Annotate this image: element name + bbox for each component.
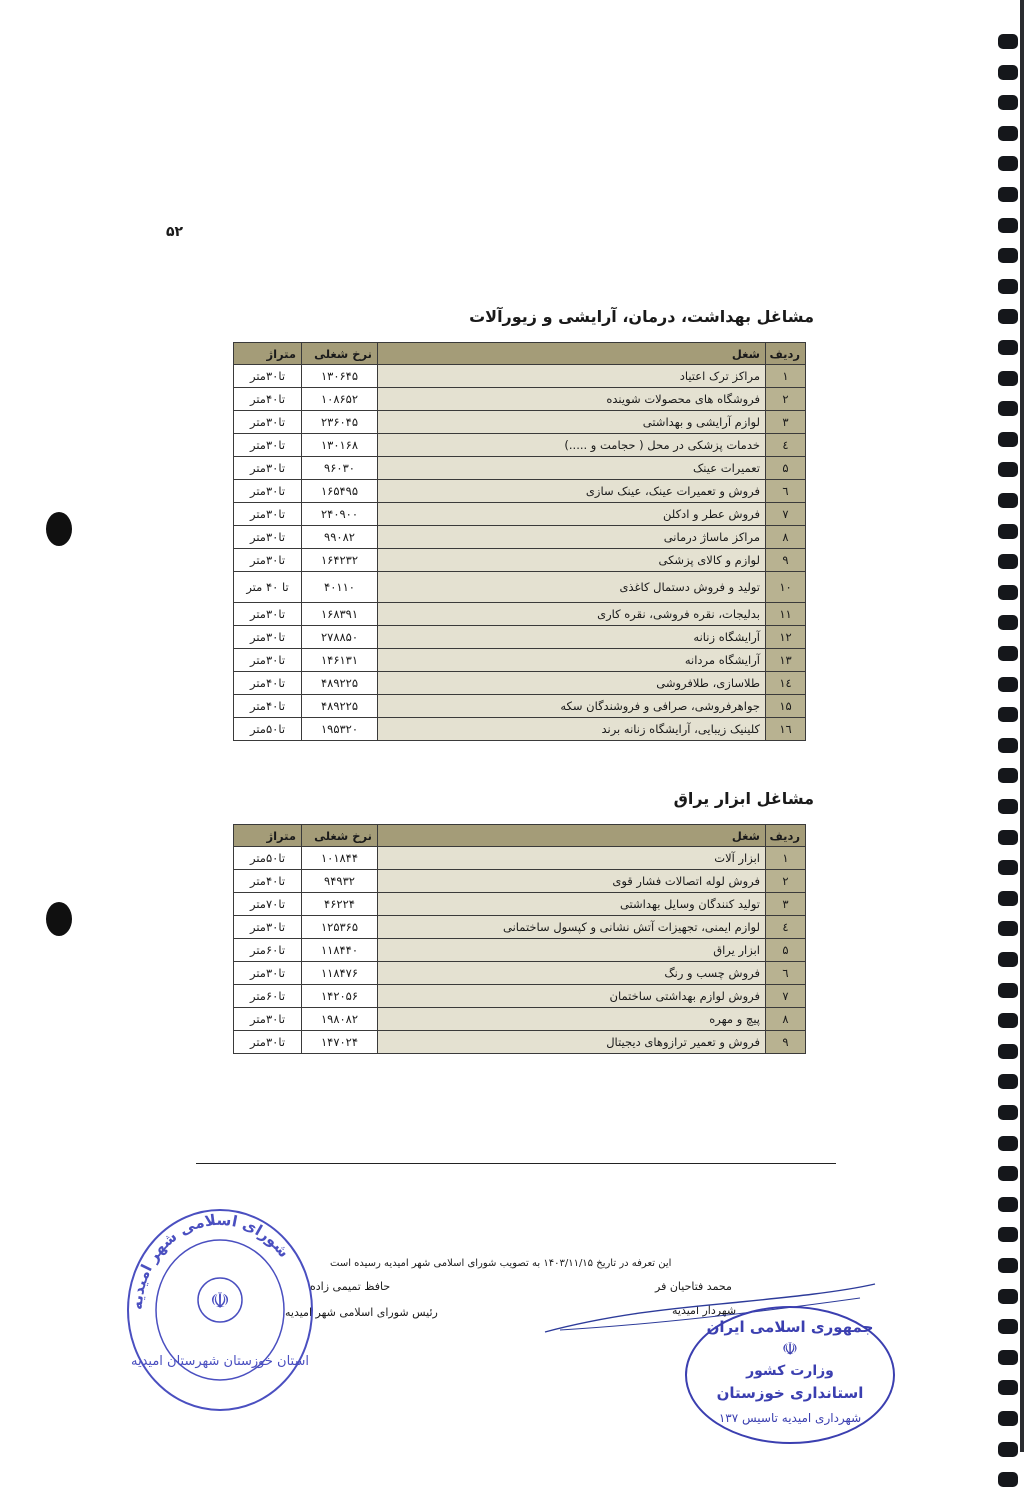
table-row	[234, 549, 806, 572]
row-area: تا۳۰متر	[234, 411, 302, 434]
binding-hole	[998, 646, 1018, 661]
table-row	[234, 365, 806, 388]
row-rate: ۱۴۷۰۲۴	[302, 1031, 378, 1054]
row-area: تا۴۰متر	[234, 695, 302, 718]
row-rate: ۱۶۵۴۹۵	[302, 480, 378, 503]
binding-hole	[998, 95, 1018, 110]
table-row	[234, 457, 806, 480]
binding-hole	[998, 1472, 1018, 1487]
row-rate: ۴۸۹۲۲۵	[302, 672, 378, 695]
council-head-name: حافظ تمیمی زاده	[310, 1280, 391, 1293]
section-title-health: مشاغل بهداشت، درمان، آرایشی و زیورآلات	[469, 307, 814, 326]
table-row	[234, 847, 806, 870]
row-index: ٦	[766, 480, 806, 503]
table-header-row	[234, 343, 806, 365]
table-row	[234, 503, 806, 526]
header-index: ردیف	[766, 343, 806, 365]
row-job: فروش لوازم بهداشتی ساختمان	[378, 985, 766, 1008]
header-rate: نرخ شغلی	[302, 825, 378, 847]
table-row	[234, 1008, 806, 1031]
punch-hole	[46, 902, 72, 936]
row-job: آرایشگاه زنانه	[378, 626, 766, 649]
table-row	[234, 870, 806, 893]
binding-hole	[998, 1044, 1018, 1059]
binding-hole	[998, 1350, 1018, 1365]
row-area: تا۳۰متر	[234, 603, 302, 626]
row-index: ۵	[766, 457, 806, 480]
binding-hole	[998, 1258, 1018, 1273]
row-index: ۱	[766, 365, 806, 388]
binding-hole	[998, 279, 1018, 294]
binding-hole	[998, 126, 1018, 141]
table-row	[234, 526, 806, 549]
row-rate: ۹۶۰۳۰	[302, 457, 378, 480]
row-job: لوازم آرایشی و بهداشتی	[378, 411, 766, 434]
row-rate: ۴۶۲۲۴	[302, 893, 378, 916]
table-row	[234, 480, 806, 503]
row-index: ۵	[766, 939, 806, 962]
binding-hole	[998, 585, 1018, 600]
table-row	[234, 649, 806, 672]
table-row	[234, 626, 806, 649]
binding-hole	[998, 1319, 1018, 1334]
table-header-row	[234, 825, 806, 847]
row-area: تا۳۰متر	[234, 549, 302, 572]
spiral-binding	[996, 0, 1018, 1452]
row-rate: ۱۹۵۳۲۰	[302, 718, 378, 741]
municipality-stamp	[680, 1300, 900, 1450]
table-row	[234, 939, 806, 962]
row-rate: ۴۰۱۱۰	[302, 572, 378, 603]
header-job: شغل	[378, 825, 766, 847]
row-job: آرایشگاه مردانه	[378, 649, 766, 672]
binding-hole	[998, 156, 1018, 171]
binding-hole	[998, 891, 1018, 906]
council-stamp-text: شورای اسلامی شهر امیدیه	[127, 1210, 294, 1311]
section-title-tools: مشاغل ابزار یراق	[673, 789, 814, 808]
row-job: تولید کنندگان وسایل بهداشتی	[378, 893, 766, 916]
binding-hole	[998, 738, 1018, 753]
table-row	[234, 962, 806, 985]
binding-hole	[998, 1197, 1018, 1212]
row-area: تا۴۰متر	[234, 672, 302, 695]
row-rate: ۲۳۶۰۴۵	[302, 411, 378, 434]
binding-hole	[998, 1136, 1018, 1151]
row-rate: ۲۷۸۸۵۰	[302, 626, 378, 649]
binding-hole	[998, 524, 1018, 539]
mayor-title: شهردار امیدیه	[672, 1304, 737, 1317]
row-job: بدلیجات، نقره فروشی، نقره کاری	[378, 603, 766, 626]
binding-hole	[998, 768, 1018, 783]
binding-hole	[998, 554, 1018, 569]
binding-hole	[998, 401, 1018, 416]
row-area: تا۶۰متر	[234, 985, 302, 1008]
binding-hole	[998, 1442, 1018, 1457]
binding-hole	[998, 1166, 1018, 1181]
binding-hole	[998, 1227, 1018, 1242]
row-area: تا۵۰متر	[234, 718, 302, 741]
row-index: ۱۰	[766, 572, 806, 603]
footer-divider	[196, 1163, 836, 1164]
stamp-municipality: شهرداری امیدیه تاسیس ۱۳۷	[718, 1411, 862, 1425]
row-rate: ۱۳۰۱۶۸	[302, 434, 378, 457]
page-number: ۵۲	[166, 224, 184, 240]
row-area: تا۳۰متر	[234, 962, 302, 985]
row-job: فروش و تعمیرات عینک، عینک سازی	[378, 480, 766, 503]
row-area: تا۳۰متر	[234, 457, 302, 480]
binding-hole	[998, 830, 1018, 845]
row-index: ۸	[766, 1008, 806, 1031]
binding-edge	[1020, 0, 1024, 1452]
row-index: ۹	[766, 549, 806, 572]
binding-hole	[998, 860, 1018, 875]
row-area: تا۳۰متر	[234, 434, 302, 457]
row-rate: ۱۴۲۰۵۶	[302, 985, 378, 1008]
row-index: ۳	[766, 893, 806, 916]
stamp-republic: جمهوری اسلامی ایران	[706, 1318, 874, 1336]
binding-hole	[998, 187, 1018, 202]
binding-hole	[998, 615, 1018, 630]
binding-hole	[998, 1105, 1018, 1120]
table-row	[234, 893, 806, 916]
binding-hole	[998, 34, 1018, 49]
row-index: ۱۲	[766, 626, 806, 649]
row-job: فروش لوله اتصالات فشار قوی	[378, 870, 766, 893]
binding-hole	[998, 707, 1018, 722]
row-rate: ۹۴۹۳۲	[302, 870, 378, 893]
binding-hole	[998, 493, 1018, 508]
table-row	[234, 695, 806, 718]
row-job: لوازم و کالای پزشکی	[378, 549, 766, 572]
row-job: ابزار یراق	[378, 939, 766, 962]
row-job: ابزار آلات	[378, 847, 766, 870]
row-rate: ۹۹۰۸۲	[302, 526, 378, 549]
binding-hole	[998, 921, 1018, 936]
row-rate: ۱۳۰۶۴۵	[302, 365, 378, 388]
approval-note: این تعرفه در تاریخ ۱۴۰۳/۱۱/۱۵ به تصویب شورای اسلامی شهر امیدیه رسیده است	[330, 1258, 672, 1269]
binding-hole	[998, 1289, 1018, 1304]
row-rate: ۱۰۱۸۴۴	[302, 847, 378, 870]
row-index: ٦	[766, 962, 806, 985]
binding-hole	[998, 65, 1018, 80]
row-area: تا۴۰متر	[234, 870, 302, 893]
row-job: تولید و فروش دستمال کاغذی	[378, 572, 766, 603]
mayor-name: محمد فتاحیان فر	[655, 1280, 732, 1293]
header-area: متراژ	[234, 825, 302, 847]
row-rate: ۱۱۸۴۷۶	[302, 962, 378, 985]
row-rate: ۱۰۸۶۵۲	[302, 388, 378, 411]
row-index: ۱	[766, 847, 806, 870]
row-area: تا۶۰متر	[234, 939, 302, 962]
row-index: ۷	[766, 985, 806, 1008]
row-rate: ۱۶۸۳۹۱	[302, 603, 378, 626]
row-rate: ۱۹۸۰۸۲	[302, 1008, 378, 1031]
row-job: مراکز ترک اعتیاد	[378, 365, 766, 388]
row-index: ۸	[766, 526, 806, 549]
table-row	[234, 1031, 806, 1054]
binding-hole	[998, 1074, 1018, 1089]
svg-text:☫: ☫	[210, 1289, 230, 1314]
binding-hole	[998, 371, 1018, 386]
binding-hole	[998, 462, 1018, 477]
row-index: ۱۳	[766, 649, 806, 672]
row-rate: ۴۸۹۲۲۵	[302, 695, 378, 718]
row-index: ۱٤	[766, 672, 806, 695]
stamp-ministry: وزارت کشور	[746, 1363, 834, 1379]
row-rate: ۱۲۵۳۶۵	[302, 916, 378, 939]
row-index: ۲	[766, 388, 806, 411]
row-index: ۹	[766, 1031, 806, 1054]
council-stamp-province: استان خوزستان شهرستان امیدیه	[131, 1354, 309, 1369]
punch-hole	[46, 512, 72, 546]
header-rate: نرخ شغلی	[302, 343, 378, 365]
binding-hole	[998, 952, 1018, 967]
binding-hole	[998, 983, 1018, 998]
table-row	[234, 603, 806, 626]
row-index: ۱۵	[766, 695, 806, 718]
council-head-title: رئیس شورای اسلامی شهر امیدیه	[285, 1306, 438, 1319]
row-area: تا۷۰متر	[234, 893, 302, 916]
binding-hole	[998, 309, 1018, 324]
row-area: تا۳۰متر	[234, 503, 302, 526]
table-row	[234, 411, 806, 434]
svg-text:☫: ☫	[781, 1339, 799, 1360]
row-index: ٤	[766, 434, 806, 457]
binding-hole	[998, 340, 1018, 355]
row-job: پیچ و مهره	[378, 1008, 766, 1031]
table-row	[234, 672, 806, 695]
table-row	[234, 434, 806, 457]
binding-hole	[998, 432, 1018, 447]
binding-hole	[998, 677, 1018, 692]
row-index: ۷	[766, 503, 806, 526]
council-stamp	[120, 1195, 320, 1425]
stamp-governorate: استانداری خوزستان	[716, 1384, 864, 1402]
table-health-beauty	[233, 342, 806, 741]
row-area: تا۳۰متر	[234, 1031, 302, 1054]
row-job: خدمات پزشکی در محل ( حجامت و .....)	[378, 434, 766, 457]
table-row	[234, 388, 806, 411]
row-index: ۲	[766, 870, 806, 893]
header-index: ردیف	[766, 825, 806, 847]
row-area: تا ۴۰ متر	[234, 572, 302, 603]
row-job: تعمیرات عینک	[378, 457, 766, 480]
row-area: تا۳۰متر	[234, 626, 302, 649]
table-row	[234, 916, 806, 939]
binding-hole	[998, 218, 1018, 233]
row-rate: ۱۱۸۴۴۰	[302, 939, 378, 962]
table-row	[234, 718, 806, 741]
row-area: تا۳۰متر	[234, 480, 302, 503]
row-job: لوازم ایمنی، تجهیزات آتش نشانی و کپسول ساختمانی	[378, 916, 766, 939]
row-job: فروش و تعمیر ترازوهای دیجیتال	[378, 1031, 766, 1054]
row-area: تا۳۰متر	[234, 649, 302, 672]
table-tools-hardware	[233, 824, 806, 1054]
row-area: تا۴۰متر	[234, 388, 302, 411]
binding-hole	[998, 248, 1018, 263]
row-job: جواهرفروشی، صرافی و فروشندگان سکه	[378, 695, 766, 718]
binding-hole	[998, 1411, 1018, 1426]
row-job: فروشگاه های محصولات شوینده	[378, 388, 766, 411]
row-area: تا۳۰متر	[234, 365, 302, 388]
binding-hole	[998, 799, 1018, 814]
row-area: تا۳۰متر	[234, 526, 302, 549]
row-job: طلاسازی، طلافروشی	[378, 672, 766, 695]
row-job: مراکز ماساژ درمانی	[378, 526, 766, 549]
row-rate: ۱۴۶۱۳۱	[302, 649, 378, 672]
row-index: ۱۱	[766, 603, 806, 626]
row-area: تا۵۰متر	[234, 847, 302, 870]
header-job: شغل	[378, 343, 766, 365]
table-row	[234, 572, 806, 603]
row-index: ۳	[766, 411, 806, 434]
row-rate: ۱۶۴۲۳۲	[302, 549, 378, 572]
row-job: فروش عطر و ادکلن	[378, 503, 766, 526]
table-row	[234, 985, 806, 1008]
binding-hole	[998, 1013, 1018, 1028]
row-index: ٤	[766, 916, 806, 939]
binding-hole	[998, 1380, 1018, 1395]
header-area: متراژ	[234, 343, 302, 365]
row-job: کلینیک زیبایی، آرایشگاه زنانه برند	[378, 718, 766, 741]
row-job: فروش چسب و رنگ	[378, 962, 766, 985]
row-index: ۱٦	[766, 718, 806, 741]
row-area: تا۳۰متر	[234, 916, 302, 939]
row-rate: ۲۴۰۹۰۰	[302, 503, 378, 526]
row-area: تا۳۰متر	[234, 1008, 302, 1031]
